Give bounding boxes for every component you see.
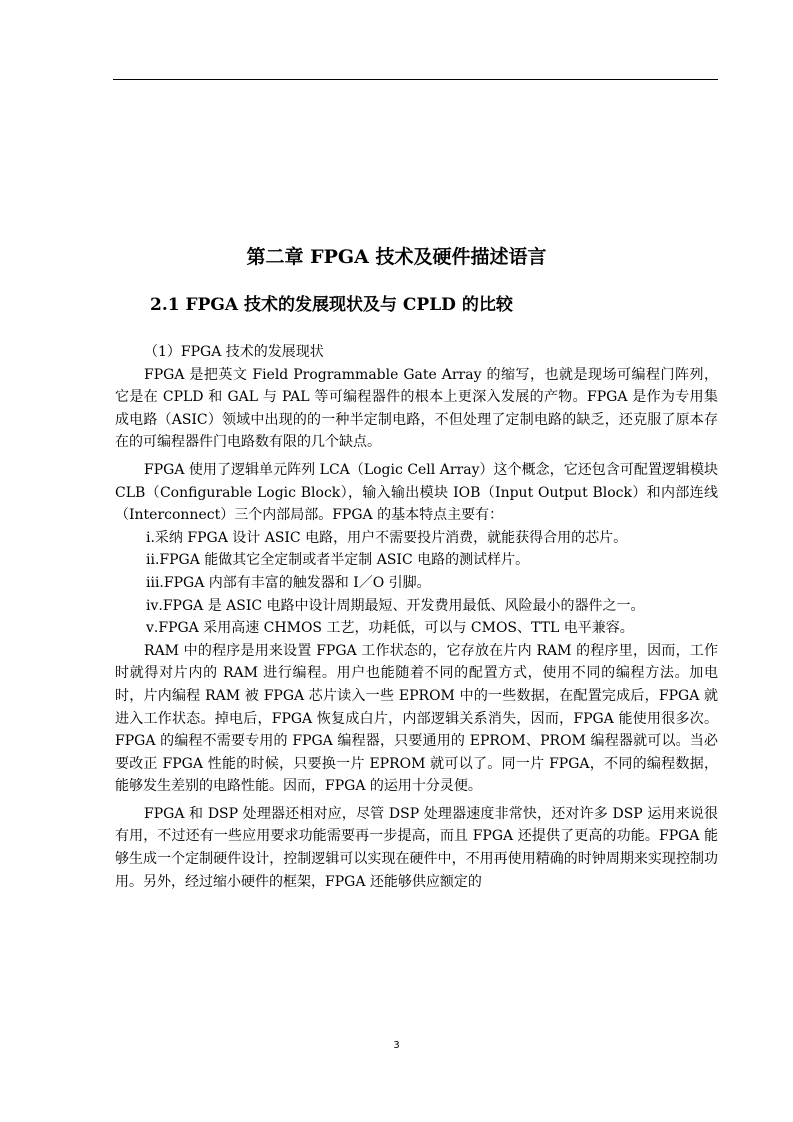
subsection-heading: （1）FPGA 技术的发展现状: [144, 344, 324, 360]
paragraph-lca: FPGA 使用了逻辑单元阵列 LCA（Logic Cell Array）这个概念，它还包含可配置逻辑模块 CLB（Configurable Logic Block），输入输出模块 IOB（Input Output Block）和内部连线（Interconnect）三个内部局部。FPGA 的基本特点主要有：: [115, 461, 718, 524]
header-rule: [113, 79, 718, 80]
paragraph-fpga-definition: FPGA 是把英文 Field Programmable Gate Array 的缩写，也就是现场可编程门阵列，它是在 CPLD 和 GAL 与 PAL 等可编程器件的根本上更深入发展的产物。FPGA 是作为专用集成电路（ASIC）领域中出现的的一种半定制电路，不但处理了定制电路的缺乏，还克服了原本存在的可编程器件门电路数有限的几个缺点。: [115, 366, 718, 451]
page-number: 3: [393, 1040, 400, 1051]
body-text: [115, 341, 718, 893]
paragraph-fpga-vs-dsp: FPGA 和 DSP 处理器还相对应，尽管 DSP 处理器速度非常快，还对许多 DSP 运用来说很有用，不过还有一些应用要求功能需要再一步提高，而且 FPGA 还提供了更高的功能。FPGA 能够生成一个定制硬件设计，控制逻辑可以实现在硬件中，不用再使用精确的时钟周期来实现控制功用。另外，经过缩小硬件的框架，FPGA 还能够供应额定的: [115, 805, 718, 890]
feature-item: ⅰ.采纳 FPGA 设计 ASIC 电路，用户不需要投片消费，就能获得合用的芯片。: [146, 529, 628, 546]
paragraph-ram-programming: RAM 中的程序是用来设置 FPGA 工作状态的，它存放在片内 RAM 的程序里，因而，工作时就得对片内的 RAM 进行编程。用户也能随着不同的配置方式，使用不同的编程方法。加电时，片内编程 RAM 被 FPGA 芯片读入一些 EPROM 中的一些数据，在配置完成后，FPGA 就进入工作状态。掉电后，FPGA 恢复成白片，内部逻辑关系消失，因而，FPGA 能使用很多次。FPGA 的编程不需要专用的 FPGA 编程器，只要通用的 EPROM、PROM 编程器就可以。当必要改正 FPGA 性能的时候，只要换一片 EPROM 就可以了。同一片 FPGA，不同的编程数据，能够发生差别的电路性能。因而，FPGA 的运用十分灵便。: [115, 642, 718, 795]
section-title: 2.1 FPGA 技术的发展现状及与 CPLD 的比较: [150, 295, 513, 315]
chapter-title: 第二章 FPGA 技术及硬件描述语言: [246, 246, 547, 268]
feature-item: ⅴ.FPGA 采用高速 CHMOS 工艺，功耗低，可以与 CMOS、TTL 电平兼容。: [146, 620, 634, 637]
feature-item: ⅱ.FPGA 能做其它全定制或者半定制 ASIC 电路的测试样片。: [146, 552, 530, 569]
feature-item: ⅳ.FPGA 是 ASIC 电路中设计周期最短、开发费用最低、风险最小的器件之一。: [146, 597, 645, 614]
feature-item: ⅲ.FPGA 内部有丰富的触发器和 I／O 引脚。: [146, 574, 431, 591]
